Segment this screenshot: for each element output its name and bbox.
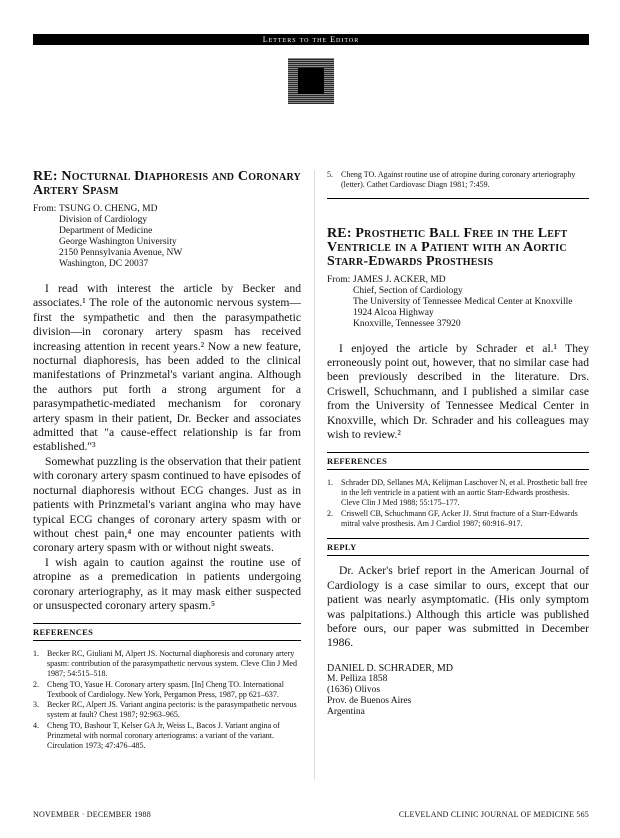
body-paragraph: Somewhat puzzling is the observation that their patient with coronary artery spasm continued to have episodes of nocturnal diaphoresis without ECG changes. Just as in patients with Prinzmetal's variant angina who may have typical ECG changes of coronary artery spasm with or without chest pain,⁴ one may encounter patients with coronary artery spasm with or without night sweats. — [33, 454, 301, 555]
reply-paragraph: Dr. Acker's brief report in the American Journal of Cardiology is a case similar to ours, except that our patient was nearly asymptomatic. (His only symptom was palpitations.) Although this article was published before ours, our paper was submitted in December 1986. — [327, 564, 589, 650]
author-affiliation: The University of Tennessee Medical Center at Knoxville — [353, 296, 573, 307]
letter-body-right — [327, 342, 589, 443]
footer-journal-page: CLEVELAND CLINIC JOURNAL OF MEDICINE 565 — [398, 810, 589, 819]
signature-name: DANIEL D. SCHRADER, MD — [327, 662, 454, 674]
reply-heading: REPLY — [327, 538, 589, 556]
reference-item: 2. Criswell CB, Schuchmann GF, Acker JJ. Strut fracture of a Starr-Edwards mitral valve prosthesis. Am J Cardiol 1987; 60:916–917. — [327, 508, 578, 528]
left-column — [33, 170, 301, 751]
reference-item: 5. Cheng TO. Against routine use of atropine during coronary arteriography (letter). Cathet Cardiovasc Diagn 1981; 7:459. — [327, 170, 576, 189]
references-heading-left: REFERENCES — [33, 623, 301, 641]
journal-logo-icon — [288, 58, 334, 104]
footer-date: NOVEMBER · DECEMBER 1988 — [33, 810, 151, 819]
author-address: 2150 Pennsylvania Avenue, NW — [59, 248, 183, 258]
author-address: Knoxville, Tennessee 37920 — [353, 318, 461, 329]
reply-signature — [327, 663, 589, 718]
reference-item: 1. Becker RC, Giuliani M, Alpert JS. Nocturnal diaphoresis and coronary artery spasm: contribution of the parasympathetic nervous system. Cleve Clin J Med 1987; 54:515–518. — [33, 649, 297, 678]
signature-address: (1636) Olivos — [327, 684, 381, 695]
author-block-right — [327, 275, 589, 330]
letter-heading-right: RE: Prosthetic Ball Free in the Left Ventricle in a Patient with an Aortic Starr-Edwards Prosthesis — [327, 225, 568, 269]
right-column — [327, 170, 589, 718]
reply-body — [327, 564, 589, 650]
author-address: Washington, DC 20037 — [59, 259, 149, 269]
reference-item: 4. Cheng TO, Bashour T, Kelser GA Jr, Weiss L, Bacos J. Variant angina of Prinzmetal with normal coronary arteriograms: a variant of the variant. Circulation 1973; 47:476–485. — [33, 720, 280, 750]
letter-heading-left: RE: Nocturnal Diaphoresis and Coronary Artery Spasm — [33, 169, 301, 198]
author-affiliation: Chief, Section of Cardiology — [353, 285, 463, 296]
column-divider — [314, 170, 315, 780]
from-label: From: — [327, 274, 351, 285]
references-list-right — [327, 478, 589, 528]
author-name: JAMES J. ACKER, MD — [353, 274, 446, 285]
body-paragraph: I wish again to caution against the routine use of atropine as a premedication in patients undergoing coronary arteriography, as it may mask either suspected or unsuspected coronary artery spasm.⁵ — [33, 555, 301, 612]
body-paragraph: I read with interest the article by Becker and associates.¹ The role of the autonomic nervous system—first the sympathetic and then the parasympathetic division—in coronary artery spasm has received increasing attention in recent years.² Now a new feature, nocturnal diaphoresis, has been added to the clinical manifestations of Prinzmetal's variant angina. Although the authors put forth a strong argument for a parasympathetic-mediated mechanism for coronary artery spasm in their patient, Dr. Becker and associates admitted that "a cause-effect relationship is far from established."³ — [33, 282, 301, 454]
body-paragraph: I enjoyed the article by Schrader et al.¹ They erroneously point out, however, that no similar case had been previously described in the literature. Drs. Criswell, Schuchmann, and I published a similar case from the University of Tennessee Medical Center in Knoxville, which Dr. Schrader and his colleagues may wish to review.² — [327, 341, 589, 442]
signature-address: M. Pelliza 1858 — [327, 673, 388, 684]
author-affiliation: Department of Medicine — [59, 226, 153, 236]
references-list-left — [33, 649, 301, 750]
signature-address: Prov. de Buenos Aires — [327, 695, 412, 706]
reference-item: 1. Schrader DD, Sellanes MA, Kelijman Laschover N, et al. Prosthetic ball free in the left ventricle in a patient with an aortic Starr-Edwards prosthesis. Cleve Clin J Med 1988; 55:175–177. — [327, 478, 588, 508]
references-continued — [327, 170, 589, 190]
reference-item: 2. Cheng TO, Yasue H. Coronary artery spasm. [In] Cheng TO. International Textbook of Cardiology. New York, Pergamon Press, 1987, pp 621–637. — [33, 679, 284, 699]
section-banner: Letters to the Editor — [33, 34, 589, 45]
author-affiliation: Division of Cardiology — [59, 215, 148, 225]
author-block-left — [33, 204, 301, 270]
signature-address: Argentina — [327, 706, 365, 717]
from-label: From: — [33, 204, 57, 214]
author-affiliation: George Washington University — [59, 237, 177, 247]
author-address: 1924 Alcoa Highway — [353, 307, 434, 318]
letter-body-left — [33, 282, 301, 613]
reference-item: 3. Becker RC, Alpert JS. Variant angina pectoris: is the parasympathetic nervous system at fault? Chest 1987; 92:963–965. — [33, 700, 297, 720]
references-heading-right: REFERENCES — [327, 452, 589, 470]
author-name: TSUNG O. CHENG, MD — [59, 204, 158, 214]
